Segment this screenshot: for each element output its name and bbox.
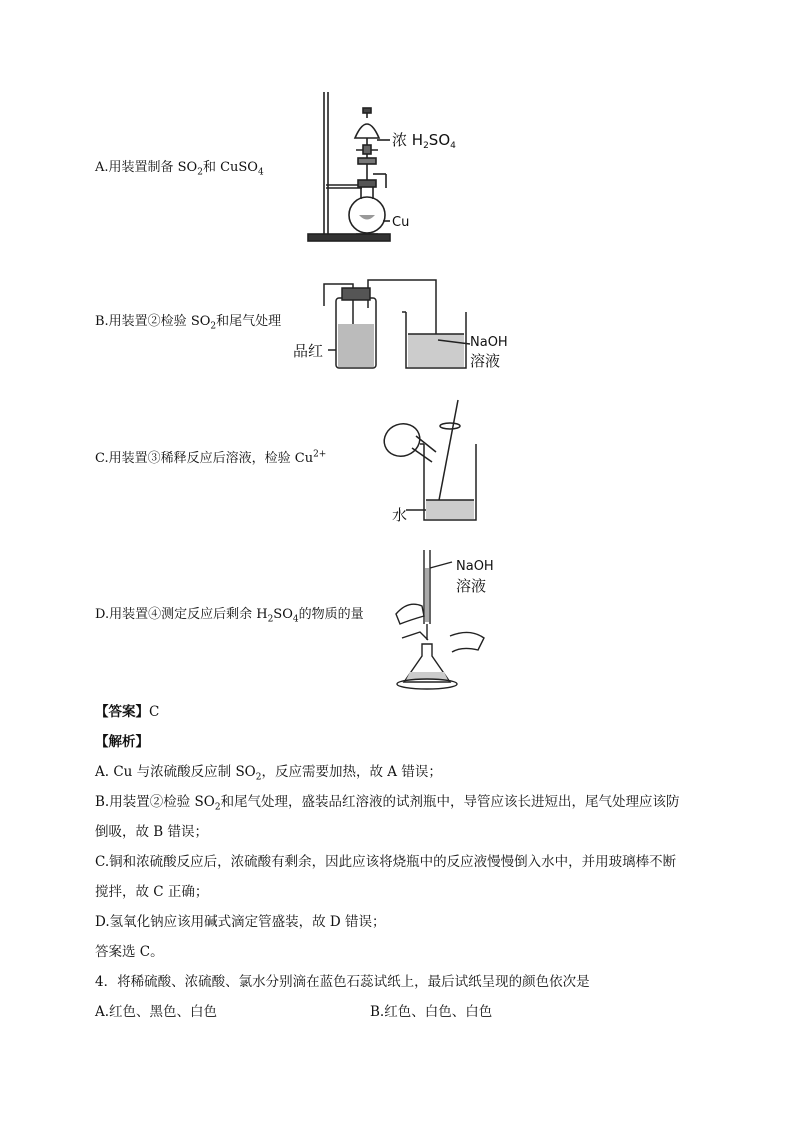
option-d-sub2: 4: [292, 614, 299, 625]
option-b-pre: B.用装置②检验 SO: [95, 314, 211, 329]
analysis-a: A. Cu 与浓硫酸反应制 $SO_2$，反应需要加热，故 A 错误；: [95, 764, 442, 783]
figure-d-rongye-label: 溶液: [456, 577, 487, 595]
option-a-sub2: 4: [257, 167, 264, 178]
figure-b-apparatus: [288, 274, 528, 378]
option-d-post: 的物质的量: [298, 607, 364, 622]
question-4-option-a: A.红色、黑色、白色: [95, 1004, 218, 1020]
analysis-b-line1: B.用装置②检验 $SO_2$和尾气处理，盛装品红溶液的试剂瓶中，导管应该长进短出，尾气处理应该防: [95, 794, 680, 813]
option-a-sub1: 2: [197, 167, 203, 178]
figure-a-acid-label: 浓 $H_2SO_4$: [392, 131, 456, 151]
analysis-c-line1: C.铜和浓硫酸反应后，浓硫酸有剩余，因此应该将烧瓶中的反应液慢慢倒入水中，并用玻璃棒不断: [95, 854, 677, 870]
option-a-mid: 和 CuSO: [202, 160, 258, 175]
analysis-conclusion: 答案选 C。: [95, 944, 164, 960]
option-b-text: [95, 312, 281, 332]
figure-b-svg: [288, 274, 528, 378]
figure-b-pinhong-label: 品红: [293, 342, 324, 360]
answer-label: 【答案】: [95, 704, 149, 720]
analysis-d: D.氢氧化钠应该用碱式滴定管盛装，故 D 错误；: [95, 914, 386, 930]
figure-b-naoh-label: NaOH: [470, 335, 508, 350]
question-4-option-b: B.红色、白色、白色: [370, 1004, 493, 1020]
analysis-label: 【解析】: [95, 734, 149, 750]
analysis-b-line2: 倒吸，故 B 错误；: [95, 824, 209, 840]
figure-c-water-label: 水: [392, 506, 408, 524]
figure-a-svg: [300, 88, 460, 248]
analysis-c-line2: 搅拌，故 C 正确；: [95, 884, 209, 900]
figure-d-naoh-label: NaOH: [456, 559, 494, 574]
figure-d-svg: [380, 548, 510, 693]
option-a-pre: A.用装置制备 SO: [95, 160, 198, 175]
option-c-sup: 2+: [313, 449, 327, 460]
option-d-sub1: 2: [267, 614, 274, 625]
option-d-pre: D.用装置④测定反应后剩余 H: [95, 607, 268, 622]
question-4-stem: 4．将稀硫酸、浓硫酸、氯水分别滴在蓝色石蕊试纸上，最后试纸呈现的颜色依次是: [95, 974, 590, 990]
option-d-mid: SO: [273, 607, 293, 622]
figure-a-apparatus: [300, 88, 460, 248]
question-4-options: [95, 997, 705, 1027]
figure-b-rongye-label: 溶液: [470, 352, 501, 370]
option-d-text: [95, 605, 364, 625]
answer-value: C: [149, 704, 160, 720]
option-c-pre: C.用装置③稀释反应后溶液，检验 Cu: [95, 451, 314, 466]
figure-d-apparatus: [380, 548, 510, 693]
answer-line: [95, 697, 705, 727]
option-b-sub1: 2: [210, 321, 217, 332]
answer-analysis-section: [95, 697, 705, 1027]
figure-a-cu-label: Cu: [392, 215, 410, 230]
option-c-text: [95, 449, 326, 469]
option-a-text: [95, 158, 264, 178]
option-b-post: 和尾气处理: [216, 314, 282, 329]
figure-c-svg: [380, 396, 490, 526]
figure-c-apparatus: [380, 396, 490, 526]
